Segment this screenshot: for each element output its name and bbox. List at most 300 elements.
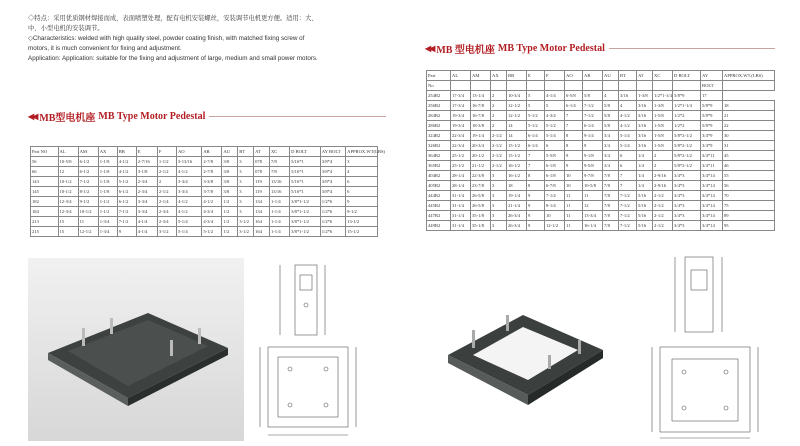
table-cell: 7-1/2 — [619, 211, 637, 221]
table-cell: 20-3/4 — [471, 141, 491, 151]
motor-pedestal-photo — [28, 258, 244, 441]
table-cell: 5/16*1 — [290, 157, 321, 167]
table-cell: 3/4*3 — [673, 181, 701, 191]
table-cell: 3/8*4 — [320, 177, 345, 187]
table-cell: 3/8*4 — [320, 187, 345, 197]
table-cell: 5/16 — [637, 211, 653, 221]
table-cell: 254B2 — [427, 91, 451, 101]
table-cell: 5/8 — [583, 91, 603, 101]
table-cell: 6 — [619, 151, 637, 161]
table-cell: 12-1/2 — [507, 111, 527, 121]
table-header-row — [31, 147, 378, 157]
table-cell: 2 — [653, 161, 673, 171]
table-cell: 5/8*2-1/2 — [673, 151, 701, 161]
table-cell: 3/16 — [637, 141, 653, 151]
table-cell: 145 — [31, 187, 59, 197]
table-cell: 15-1/2 — [507, 151, 527, 161]
table-cell: 22-3/4 — [451, 141, 471, 151]
table-cell: 26-3/4 — [507, 211, 527, 221]
table-cell: BB — [507, 71, 527, 81]
intro-line: ◇Characteristics: welded with high quality steel, powder coating finish, with matched fixing screw of — [28, 35, 305, 42]
table-cell: 75 — [723, 201, 775, 211]
table-cell: 2 — [491, 121, 507, 131]
table-cell: 16-7/8 — [471, 111, 491, 121]
table-cell: 1/4 — [637, 161, 653, 171]
table-cell: AX — [98, 147, 117, 157]
table-cell: 3/8 — [222, 177, 238, 187]
table-cell: 1-1/4 — [269, 217, 289, 227]
table-row — [31, 157, 378, 167]
table-cell: 365B2 — [427, 161, 451, 171]
table-cell: 1/2*6 — [320, 217, 345, 227]
table-cell: 11 — [78, 217, 98, 227]
table-cell: 21 — [723, 111, 775, 121]
table-cell: 3-3/4 — [136, 207, 157, 217]
table-cell: 6-1/2 — [78, 157, 98, 167]
table-cell: 7/8 — [603, 201, 619, 211]
table-cell: 3/8*1-1/2 — [290, 217, 321, 227]
table-cell: 30 — [723, 131, 775, 141]
table-cell: 5-1/2 — [527, 121, 545, 131]
table-cell: 18 — [723, 101, 775, 111]
table-cell: AY BOLT — [320, 147, 345, 157]
table-cell: 2-7/16 — [136, 157, 157, 167]
table-cell: 3 — [238, 167, 254, 177]
table-cell: 2 — [157, 177, 176, 187]
table-cell: 164 — [254, 217, 270, 227]
table-cell: 5/8 — [603, 101, 619, 111]
table-cell: 14 — [507, 121, 527, 131]
table-cell: 5-1/4 — [619, 141, 637, 151]
table-row — [427, 111, 775, 121]
table-cell: 8 — [527, 181, 545, 191]
table-cell — [451, 81, 471, 91]
table-cell: 7 — [619, 171, 637, 181]
table-cell: 12-3/4 — [58, 197, 78, 207]
table-cell: 078 — [254, 157, 270, 167]
table-cell: 2-7/8 — [202, 157, 222, 167]
table-cell: 3/4*3 — [673, 211, 701, 221]
table-cell: 6-1/8 — [545, 161, 565, 171]
table-cell: AX — [491, 71, 507, 81]
table-cell: 5-1/2 — [545, 121, 565, 131]
table-cell: AM — [78, 147, 98, 157]
table-cell: 182 — [31, 197, 59, 207]
table-cell: 11 — [565, 191, 583, 201]
table-cell: 7/8 — [603, 221, 619, 231]
table-cell: 11 — [583, 191, 603, 201]
table-cell: 1-1/2 — [98, 197, 117, 207]
table-cell: 13-1/2 — [346, 217, 378, 227]
table-cell: 3/4*3 — [673, 201, 701, 211]
table-cell: 3 — [238, 177, 254, 187]
table-cell: 1-3/8 — [653, 101, 673, 111]
table-cell: 26-5/8 — [471, 201, 491, 211]
table-row — [427, 121, 775, 131]
table-cell: 3/4 — [603, 151, 619, 161]
table-cell: 4-3/4 — [545, 111, 565, 121]
table-cell: 447B2 — [427, 211, 451, 221]
table-cell: 35-1/8 — [471, 221, 491, 231]
table-cell: 18-3/8 — [471, 121, 491, 131]
table-cell: 184 — [31, 207, 59, 217]
table-cell: 3-3/4 — [176, 187, 201, 197]
table-cell: BT — [619, 71, 637, 81]
table-cell: 213 — [31, 217, 59, 227]
intro-line: ◇特点：采用优质钢材焊接而成，表面喷塑处理，配有电机安装螺丝，安装调节电机更方便。适用：大、 — [28, 15, 318, 22]
technical-drawing — [640, 252, 780, 442]
table-cell: AR — [583, 71, 603, 81]
table-cell: 3-1/8 — [136, 167, 157, 177]
table-cell: 1-3/8 — [637, 91, 653, 101]
table-cell: 3 — [238, 187, 254, 197]
table-cell: 2-1/2 — [653, 201, 673, 211]
table-cell — [583, 81, 603, 91]
table-cell: 2-1/2 — [491, 151, 507, 161]
table-cell: 134 — [254, 207, 270, 217]
table-cell: 7-1/4 — [545, 191, 565, 201]
table-cell: F — [545, 71, 565, 81]
table-row — [31, 207, 378, 217]
table-cell: 8-1/2 — [78, 187, 98, 197]
table-cell: 16-1/4 — [583, 221, 603, 231]
table-cell: 3/4 — [603, 161, 619, 171]
table-cell: AM — [471, 71, 491, 81]
table-cell: 1/4 — [637, 181, 653, 191]
table-cell: 3/16 — [637, 131, 653, 141]
table-cell: 5/8*9 — [673, 91, 701, 101]
table-cell: 16-1/2 — [507, 161, 527, 171]
table-cell: 4-1/2 — [117, 167, 136, 177]
table-cell: 3/16 — [619, 91, 637, 101]
table-cell: 3/8*1-1/2 — [290, 207, 321, 217]
table-cell: XC — [269, 147, 289, 157]
table-cell: 1/2*1-1/4 — [673, 101, 701, 111]
table-cell: 1-5/8 — [653, 121, 673, 131]
intro-line: Application: Application: suitable for the fixing and adjustment of large, medium and small power motors. — [28, 55, 318, 62]
table-cell: 6 — [346, 177, 378, 187]
table-cell: 45 — [723, 151, 775, 161]
table-cell: 9-5/8 — [583, 161, 603, 171]
table-cell: 21-1/2 — [471, 161, 491, 171]
table-cell: 1/2*1-1/4 — [653, 91, 673, 101]
table-cell: 5/8 — [603, 111, 619, 121]
table-cell: 1/2*2 — [673, 121, 701, 131]
table-cell: 2-1/2 — [157, 187, 176, 197]
table-row — [31, 217, 378, 227]
table-cell: 31-1/4 — [451, 211, 471, 221]
table-cell: 22-3/4 — [451, 131, 471, 141]
table-cell: 1-1/4 — [269, 197, 289, 207]
table-cell: 1/2 — [222, 207, 238, 217]
title-en: MB Type Motor Pedestal — [497, 43, 605, 54]
table-cell: 2 — [491, 111, 507, 121]
table-cell — [723, 81, 775, 91]
table-row — [31, 227, 378, 237]
table-cell: 12-3/4 — [58, 207, 78, 217]
table-cell: 28-1/4 — [451, 181, 471, 191]
table-cell: 284B2 — [427, 111, 451, 121]
left-section-title — [28, 110, 386, 123]
table-cell: E — [527, 71, 545, 81]
table-cell: 3/4*11 — [701, 161, 723, 171]
table-cell: 5/16 — [637, 201, 653, 211]
table-cell — [673, 81, 701, 91]
table-row — [427, 91, 775, 101]
table-cell: 8 — [527, 171, 545, 181]
table-cell: XC — [653, 71, 673, 81]
table-row — [427, 181, 775, 191]
table-cell: BB — [117, 147, 136, 157]
table-cell: 7-1/2 — [78, 177, 98, 187]
table-cell: 2-1/2 — [653, 221, 673, 231]
table-cell: 5/8*2-1/2 — [673, 131, 701, 141]
table-row — [31, 177, 378, 187]
table-cell: 6 — [619, 161, 637, 171]
title-en: MB Type Motor Pedestal — [98, 111, 206, 122]
table-cell: 9 — [565, 161, 583, 171]
table-cell: 6 — [545, 141, 565, 151]
table-cell: 7/8 — [603, 171, 619, 181]
table-cell: 5-1/2 — [117, 177, 136, 187]
table-cell: Part NO — [31, 147, 59, 157]
table-cell: 3/4*3 — [673, 171, 701, 181]
table-cell: 1-5/8 — [653, 141, 673, 151]
table-cell: 5 — [527, 91, 545, 101]
table-cell: 2-1/2 — [491, 131, 507, 141]
table-cell: 2-1/2 — [157, 167, 176, 177]
table-cell: 11 — [565, 201, 583, 211]
table-cell: 56 — [31, 157, 59, 167]
table-cell: 12-1/2 — [545, 221, 565, 231]
table-cell: 7/8 — [603, 191, 619, 201]
table-cell: 2-1/2 — [653, 191, 673, 201]
table-cell: 445B2 — [427, 201, 451, 211]
table-cell: 3/8 — [222, 157, 238, 167]
table-cell: 89 — [723, 211, 775, 221]
table-row — [31, 187, 378, 197]
table-cell: 95 — [723, 221, 775, 231]
double-arrow-left-icon: ◀◀ — [28, 112, 37, 121]
table-cell — [637, 81, 653, 91]
table-cell: 15 — [58, 217, 78, 227]
table-cell — [471, 81, 491, 91]
table-cell: 1-1/2 — [98, 207, 117, 217]
table-cell: 8 — [565, 141, 583, 151]
table-cell: 3/16 — [637, 121, 653, 131]
table-row — [427, 221, 775, 231]
intro-line: 中、小型电机的安装调节。 — [28, 25, 104, 32]
table-cell: 7/8 — [269, 157, 289, 167]
table-row — [427, 171, 775, 181]
table-cell: 10-1/2 — [58, 187, 78, 197]
table-cell: 10-1/2 — [78, 207, 98, 217]
table-cell: 5/8*9 — [701, 101, 723, 111]
table-cell: 13/16 — [269, 187, 289, 197]
table-cell: 7/8 — [603, 211, 619, 221]
table-cell: 31-1/4 — [451, 191, 471, 201]
table-cell: 5/8*9 — [701, 111, 723, 121]
table-cell: 10-3/4 — [507, 91, 527, 101]
table-cell: 1/4 — [637, 171, 653, 181]
technical-drawing — [250, 255, 370, 440]
table-cell: AU — [222, 147, 238, 157]
table-cell: 1-5/8 — [653, 111, 673, 121]
table-cell: 4-3/4 — [202, 217, 222, 227]
table-cell: 6-1/8 — [545, 171, 565, 181]
table-cell: 5-1/2 — [527, 111, 545, 121]
table-cell: 9 — [583, 141, 603, 151]
table-cell: 5/8*2-1/2 — [673, 141, 701, 151]
table-cell: 9-1/2 — [78, 197, 98, 207]
table-cell: 364B2 — [427, 151, 451, 161]
table-cell: 4 — [619, 101, 637, 111]
table-cell: 3/4*14 — [701, 191, 723, 201]
table-cell: 4-1/2 — [117, 157, 136, 167]
table-cell: 6-1/2 — [117, 197, 136, 207]
table-cell: 119 — [254, 187, 270, 197]
table-cell: 13-1/4 — [471, 91, 491, 101]
double-arrow-left-icon: ◀◀ — [425, 44, 434, 53]
table-cell: 11 — [565, 211, 583, 221]
table-cell: 23-7/8 — [471, 181, 491, 191]
table-cell: 5 — [527, 101, 545, 111]
table-cell: 4-1/4 — [136, 217, 157, 227]
table-cell: 18 — [507, 181, 527, 191]
table-row — [31, 197, 378, 207]
table-cell: 3/4*14 — [701, 221, 723, 231]
table-cell: 7-1/2 — [117, 207, 136, 217]
table-cell: 3/4*14 — [701, 181, 723, 191]
table-cell: 1/2*6 — [320, 207, 345, 217]
table-cell: 5/16 — [637, 191, 653, 201]
table-cell: 10-5/8 — [58, 157, 78, 167]
table-cell: 46 — [723, 161, 775, 171]
table-cell: 5-1/4 — [545, 131, 565, 141]
table-cell: 3-13/16 — [176, 157, 201, 167]
table-cell: 17-3/4 — [451, 101, 471, 111]
table-row — [427, 191, 775, 201]
table-row — [427, 101, 775, 111]
table-cell: 6-1/2 — [117, 187, 136, 197]
table-cell: 3/8*1-1/2 — [290, 227, 321, 237]
table-cell: 10-5/8 — [583, 181, 603, 191]
title-divider — [609, 48, 775, 49]
table-cell: 56 — [723, 181, 775, 191]
table-cell: 5 — [545, 101, 565, 111]
table-cell: Part — [427, 71, 451, 81]
table-cell: 35-1/8 — [471, 211, 491, 221]
table-cell: 3/8*4 — [320, 157, 345, 167]
table-cell: 1-1/4 — [269, 207, 289, 217]
table-cell: 404B2 — [427, 171, 451, 181]
table-cell: 4-1/2 — [176, 197, 201, 207]
table-cell: 17 — [701, 91, 723, 101]
table-cell: 9 — [527, 201, 545, 211]
table-row — [31, 167, 378, 177]
table-cell — [491, 81, 507, 91]
table-cell: 15 — [58, 227, 78, 237]
intro-text — [28, 14, 388, 64]
table-cell: 7 — [565, 121, 583, 131]
table-cell: 9-1/2 — [346, 207, 378, 217]
table-cell: 25-1/2 — [451, 161, 471, 171]
table-cell: 5-5/8 — [545, 151, 565, 161]
table-cell: AT — [637, 71, 653, 81]
table-cell: 3-1/2 — [238, 227, 254, 237]
motor-pedestal-photo — [428, 285, 623, 427]
table-cell: 4-1/4 — [545, 91, 565, 101]
table-cell: 2-3/4 — [136, 177, 157, 187]
intro-line: motors, it is much convenient for fixing and adjustment. — [28, 45, 182, 52]
table-cell: 12-1/2 — [507, 101, 527, 111]
table-cell: 324B2 — [427, 131, 451, 141]
table-cell: AR — [202, 147, 222, 157]
table-cell: 3/8*1-1/2 — [290, 197, 321, 207]
table-cell: 405B2 — [427, 181, 451, 191]
table-cell: 1-3/4 — [98, 217, 117, 227]
table-cell: 2 — [491, 91, 507, 101]
table-cell: AY — [701, 71, 723, 81]
table-cell: 3/8*4 — [320, 167, 345, 177]
table-cell: 7-1/2 — [583, 111, 603, 121]
table-cell: 5-1/4 — [176, 217, 201, 227]
table-cell: No — [427, 81, 451, 91]
table-cell: 5/16*1 — [290, 177, 321, 187]
table-cell: 1-1/8 — [98, 187, 117, 197]
table-cell: 3/4*3 — [673, 191, 701, 201]
table-cell: AT — [254, 147, 270, 157]
table-cell: 164 — [254, 227, 270, 237]
table-cell: 3 — [238, 207, 254, 217]
table-cell: 9 — [527, 191, 545, 201]
table-cell: 5/8*9 — [701, 121, 723, 131]
table-cell: 7-1/2 — [117, 217, 136, 227]
table-cell: 3/4*9 — [701, 141, 723, 151]
table-row — [427, 161, 775, 171]
table-cell: 3/8 — [222, 167, 238, 177]
table-cell: 3 — [491, 211, 507, 221]
table-cell: 2-3/4 — [136, 187, 157, 197]
table-cell: 3/16 — [637, 101, 653, 111]
table-cell: 4-1/4 — [136, 227, 157, 237]
table-cell: 3/4*3 — [673, 221, 701, 231]
table-cell: AL — [451, 71, 471, 81]
table-cell: 1-1/2 — [157, 157, 176, 167]
table-cell: 3 — [491, 201, 507, 211]
table-cell: 3/4 — [603, 131, 619, 141]
table-cell: 2-1/2 — [491, 161, 507, 171]
table-cell: 19-3/4 — [451, 121, 471, 131]
table-cell: 4-1/2 — [176, 207, 201, 217]
table-cell: 3/4*11 — [701, 151, 723, 161]
table-cell: 5-1/4 — [176, 227, 201, 237]
table-cell: 444B2 — [427, 191, 451, 201]
table-cell: 4 — [346, 167, 378, 177]
left-spec-table — [30, 146, 386, 237]
table-cell: 449B2 — [427, 221, 451, 231]
table-cell: 10-1/2 — [58, 177, 78, 187]
table-cell: 31-1/4 — [451, 221, 471, 231]
table-cell: F — [157, 147, 176, 157]
table-header-row — [427, 81, 775, 91]
table-cell: 3-3/4 — [176, 177, 201, 187]
table-cell — [565, 81, 583, 91]
table-cell: 6-1/2 — [78, 167, 98, 177]
table-cell: 143 — [31, 177, 59, 187]
table-cell: 5/8 — [603, 121, 619, 131]
table-cell: 2-1/2 — [491, 141, 507, 151]
